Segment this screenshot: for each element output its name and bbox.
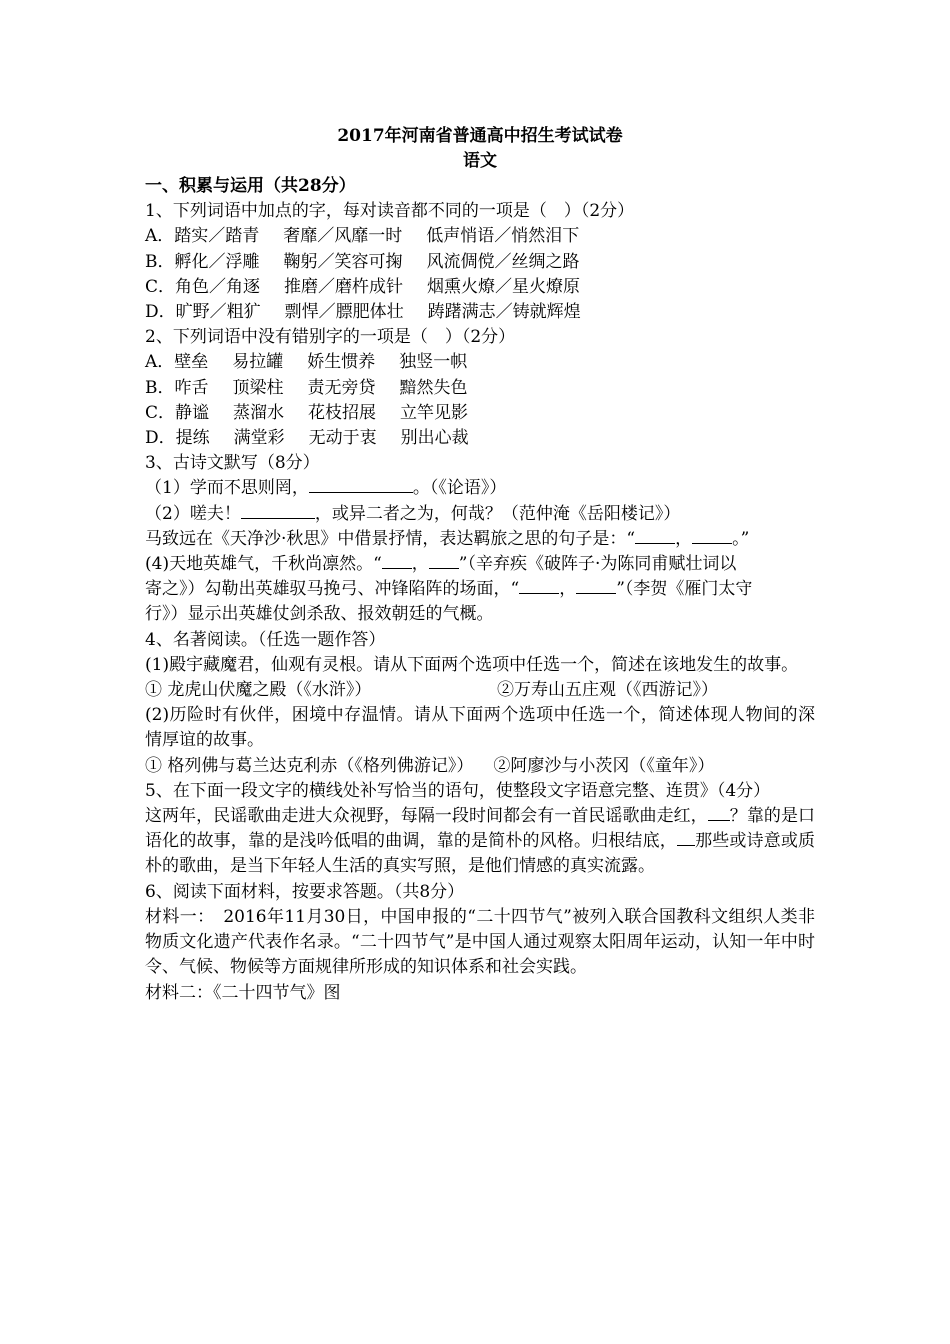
option-word: 踏实／踏青 (174, 226, 260, 247)
answer-blank[interactable] (429, 552, 459, 569)
option-word: 立竿见影 (400, 402, 469, 423)
answer-blank[interactable] (309, 476, 413, 493)
option-word: 别出心裁 (400, 428, 469, 449)
q5-text: 那些或诗意或质朴的歌曲，是当下年轻人生活的真实写照，是他们情感的真实流露。 (145, 831, 816, 877)
q3-text: ， (559, 579, 577, 600)
answer-blank[interactable] (635, 527, 675, 544)
q2-option-d (145, 426, 815, 451)
option-word: 责无旁贷 (307, 377, 376, 398)
option-label: D． (145, 428, 176, 449)
option-word: 角色／角逐 (175, 276, 261, 297)
q3-text: （2）嗟夫！ (145, 503, 241, 524)
q2-stem: 2、下列词语中没有错别字的一项是（ ）（2分） (145, 327, 516, 348)
option-word: 静谧 (175, 402, 210, 423)
q4-stem: 4、名著阅读。（任选一题作答） (145, 629, 386, 650)
q4-part-1-choices (145, 678, 815, 703)
q1-option-c (145, 275, 815, 300)
option-label: A． (145, 352, 175, 373)
q3-item-2 (145, 502, 815, 527)
answer-blank[interactable] (576, 577, 616, 594)
q3-text: 寄之》）勾勒出英雄驭马挽弓、冲锋陷阵的场面，“ (145, 579, 520, 600)
option-word: 黯然失色 (399, 377, 468, 398)
q6-stem: 6、阅读下面材料，按要求答题。（共8分） (145, 881, 465, 902)
option-label: C． (145, 276, 176, 297)
answer-blank[interactable] (708, 804, 730, 821)
option-word: 奢靡／风靡一时 (283, 226, 403, 247)
option-label: C． (145, 402, 176, 423)
q4-part-2: (2)历险时有伙伴，困境中存温情。请从下面两个选项中任选一个，简述体现人物间的深情厚谊的故事。 (145, 705, 815, 751)
exam-subject: 语文 (463, 151, 497, 171)
option-word: 顶梁柱 (232, 377, 284, 398)
q3-text: 。（《论语》） (412, 478, 507, 499)
option-word: 鞠躬／笑容可掬 (283, 251, 403, 272)
q4-part-2-choices (145, 754, 815, 779)
q3-text: ”（辛弃疾《破阵子·为陈同甫赋壮词以 (458, 554, 737, 575)
option-word: 娇生惯养 (307, 352, 376, 373)
exam-content (145, 124, 815, 1006)
option-word: 提练 (175, 428, 210, 449)
answer-blank[interactable] (519, 577, 559, 594)
q3-stem: 3、古诗文默写（8分） (145, 453, 320, 474)
q5-stem: 5、在下面一段文字的横线处补写恰当的语句，使整段文字语意完整、连贯》（4分） (145, 780, 771, 801)
q3-item-3 (145, 527, 815, 552)
q3-item-4-end: 行》）显示出英雄仗剑杀敌、报效朝廷的气概。 (145, 604, 494, 625)
option-word: 低声悄语／悄然泪下 (426, 226, 580, 247)
q3-item-1 (145, 476, 815, 501)
q1-option-a (145, 224, 815, 249)
q3-text: 。” (732, 528, 750, 549)
q4-choice: ②万寿山五庄观（《西游记》） (497, 680, 718, 701)
q3-text: ，或异二者之为，何哉？（范仲淹《岳阳楼记》） (314, 503, 681, 524)
q1-option-b (145, 250, 815, 275)
option-word: 孵化／浮雕 (174, 251, 260, 272)
option-word: 蒸溜水 (233, 402, 285, 423)
option-word: 烟熏火燎／星火燎原 (427, 276, 581, 297)
option-label: D． (145, 302, 176, 323)
q4-choice: ① 龙虎山伏魔之殿（《水浒》） (145, 680, 372, 701)
q6-material-1: 材料一： 2016年11月30日，中国申报的“二十四节气”被列入联合国教科文组织人类非物质文化遗产代表作名录。“二十四节气”是中国人通过观察太阳周年运动，认知一年中时令、气候、物候等方面规律所形成的知识体系和社会实践。 (145, 906, 815, 978)
option-word: 风流倜傥／丝绸之路 (426, 251, 580, 272)
option-label: B． (145, 377, 175, 398)
option-label: B． (145, 251, 175, 272)
q3-item-4 (145, 552, 815, 577)
q3-item-4-cont (145, 577, 815, 602)
option-label: A． (145, 226, 175, 247)
answer-blank[interactable] (692, 527, 732, 544)
q6-material-2: 材料二：《二十四节气》图 (145, 982, 341, 1003)
q4-choice: ① 格列佛与葛兰达克利赤（《格列佛游记》） (145, 755, 474, 776)
q3-text: 马致远在《天净沙·秋思》中借景抒情，表达羁旅之思的句子是：“ (145, 528, 636, 549)
option-word: 无动于衷 (308, 428, 377, 449)
option-word: 独竖一帜 (399, 352, 468, 373)
q5-passage (145, 804, 815, 880)
option-word: 旷野／粗犷 (175, 302, 261, 323)
q3-text: ”（李贺《雁门太守 (616, 579, 753, 600)
exam-title: 2017年河南省普通高中招生考试试卷 (337, 126, 623, 146)
option-word: 满堂彩 (233, 428, 285, 449)
q2-option-a (145, 350, 815, 375)
q2-option-b (145, 376, 815, 401)
answer-blank[interactable] (382, 552, 412, 569)
q3-text: ， (411, 554, 429, 575)
q5-text: 这两年，民谣歌曲走进大众视野，每隔一段时间都会有一首民谣歌曲走红， (145, 806, 708, 827)
q3-text: （1）学而不思则罔， (145, 478, 309, 499)
option-word: 易拉罐 (232, 352, 284, 373)
option-word: 壁垒 (174, 352, 209, 373)
answer-blank[interactable] (677, 829, 695, 846)
q2-option-c (145, 401, 815, 426)
section-heading: 一、积累与运用（共28分） (145, 176, 356, 196)
q5-text: ？靠的是口语化的故事，靠的是浅吟低唱的曲调，靠的是简朴的风格。归根结底， (145, 806, 816, 852)
q3-text: (4)天地英雄气，千秋尚凛然。“ (145, 554, 382, 575)
option-word: 花枝招展 (308, 402, 377, 423)
q1-option-d (145, 300, 815, 325)
option-word: 剽悍／膘肥体壮 (284, 302, 404, 323)
q4-part-1: (1)殿宇藏魔君，仙观有灵根。请从下面两个选项中任选一个，简述在该地发生的故事。 (145, 654, 799, 675)
q4-choice: ②阿廖沙与小茨冈（《童年》） (493, 755, 715, 776)
q3-text: ， (675, 528, 693, 549)
answer-blank[interactable] (241, 502, 315, 519)
option-word: 踌躇满志／铸就辉煌 (427, 302, 581, 323)
q1-stem: 1、下列词语中加点的字，每对读音都不同的一项是（ ）（2分） (145, 201, 635, 222)
option-word: 推磨／磨杵成针 (284, 276, 404, 297)
option-word: 咋舌 (174, 377, 209, 398)
